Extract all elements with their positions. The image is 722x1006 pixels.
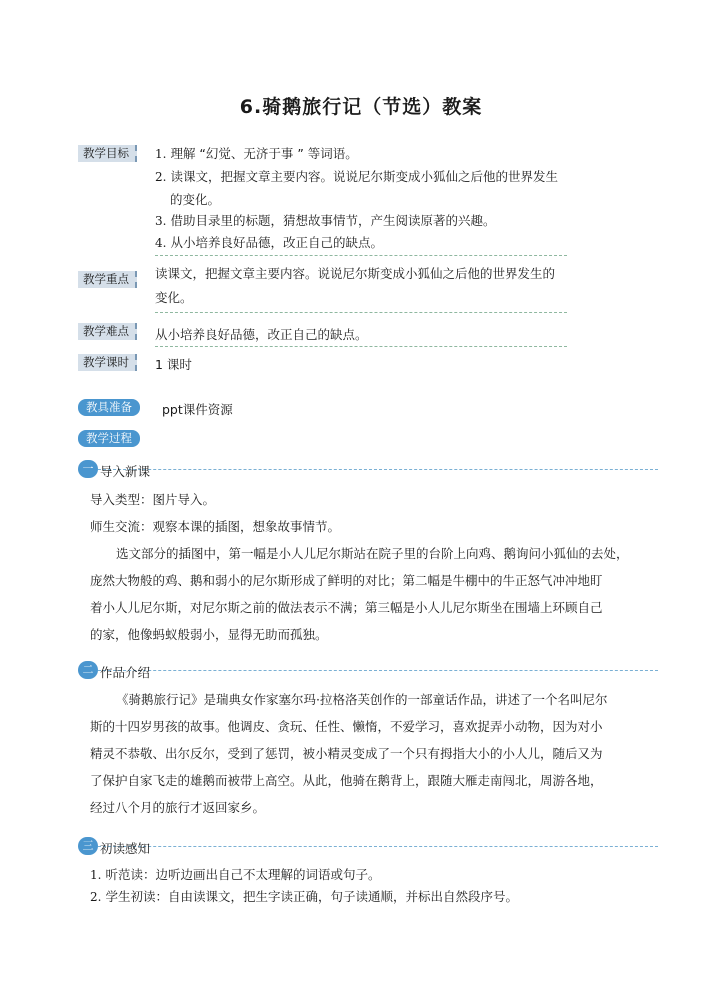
divider [155,346,567,347]
objective-item-2-cont: 的变化。 [170,192,221,207]
list-number: 1. [90,868,102,882]
paragraph-line: 精灵不恭敬、出尔反尔，受到了惩罚，被小精灵变成了一个只有拇指大小的小人儿，随后又为 [90,746,603,761]
objective-item-1 [155,146,358,162]
divider [155,255,567,256]
section-title: 初读感知 [100,841,151,856]
section-divider [98,846,658,847]
difficulties-text: 从小培养良好品德，改正自己的缺点。 [155,327,368,342]
paragraph-line: 庞然大物般的鸡、鹅和弱小的尼尔斯形成了鲜明的对比；第二幅是牛棚中的牛正怒气冲冲地盯 [90,573,603,588]
section-line: 师生交流：观察本课的插图，想象故事情节。 [90,519,341,534]
paragraph-line: 着小人儿尼尔斯，对尼尔斯之前的做法表示不满；第三幅是小人儿尼尔斯坐在围墙上环顾自己 [90,600,603,615]
list-text: 学生初读：自由读课文，把生字读正确，句子读通顺，并标出自然段序号。 [105,889,518,904]
objective-number: 2. [155,170,167,184]
section-title: 导入新课 [100,464,151,479]
section-divider [98,670,658,671]
key-points-line-2: 变化。 [155,290,193,305]
objectives-label: 教学目标 [78,145,137,162]
list-number: 2. [90,890,102,904]
objective-item-3 [155,213,495,229]
difficulties-label: 教学难点 [78,323,137,340]
page-title: 6.骑鹅旅行记（节选）教案 [239,96,483,118]
paragraph-line: 选文部分的插图中，第一幅是小人儿尼尔斯站在院子里的台阶上向鸡、鹅询问小狐仙的去处， [116,546,629,561]
list-item [90,888,518,906]
section-divider [98,469,658,470]
key-points-label: 教学重点 [78,271,137,288]
objective-number: 1. [155,147,167,161]
list-text: 听范读：边听边画出自己不太理解的词语或句子。 [105,867,381,882]
list-item [90,866,380,884]
section-number-badge: 一 [78,460,98,478]
objective-text: 读课文，把握文章主要内容。说说尼尔斯变成小狐仙之后他的世界发生 [170,169,558,184]
objective-item-2 [155,169,558,185]
section-number-badge: 三 [78,837,98,855]
objective-number: 4. [155,236,167,250]
objective-text: 从小培养良好品德，改正自己的缺点。 [170,235,383,250]
key-points-line-1: 读课文，把握文章主要内容。说说尼尔斯变成小狐仙之后他的世界发生的 [155,266,556,281]
prep-label: 教具准备 [78,399,140,416]
paragraph-line: 《骑鹅旅行记》是瑞典女作家塞尔玛·拉格洛芙创作的一部童话作品，讲述了一个名叫尼尔 [116,692,608,707]
hours-label: 教学课时 [78,354,137,371]
paragraph-line: 的家，他像蚂蚁般弱小，显得无助而孤独。 [90,627,328,642]
section-line: 导入类型：图片导入。 [90,492,216,507]
prep-text: ppt课件资源 [162,402,233,417]
paragraph-line: 斯的十四岁男孩的故事。他调皮、贪玩、任性、懒惰，不爱学习，喜欢捉弄小动物，因为对小 [90,719,603,734]
objective-text: 理解 “幻觉、无济于事 ” 等词语。 [170,146,358,161]
divider [155,312,567,313]
process-label: 教学过程 [78,430,140,447]
paragraph-line: 了保护自家飞走的雄鹅而被带上高空。从此，他骑在鹅背上，跟随大雁走南闯北，周游各地， [90,773,603,788]
objective-item-4 [155,235,383,251]
paragraph-line: 经过八个月的旅行才返回家乡。 [90,800,266,815]
objective-text: 借助目录里的标题，猜想故事情节，产生阅读原著的兴趣。 [170,213,496,228]
section-number-badge: 二 [78,661,98,679]
objective-number: 3. [155,214,167,228]
hours-text: 1 课时 [155,357,192,372]
section-title: 作品介绍 [100,665,151,680]
